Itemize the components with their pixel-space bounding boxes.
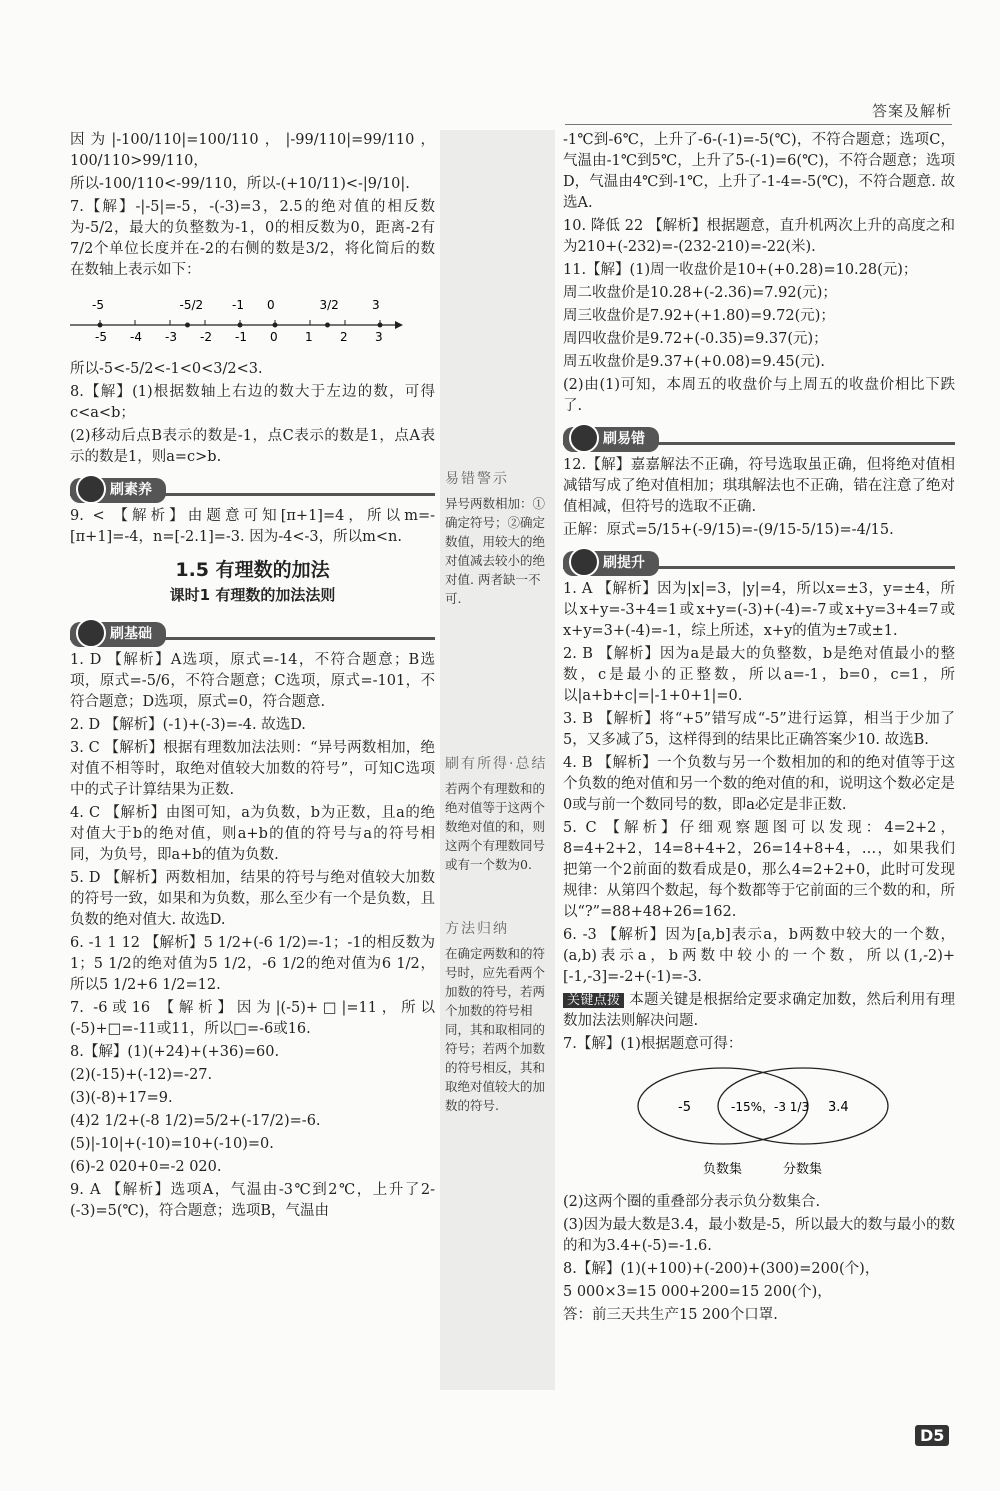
right-r0: -1℃到-6℃，上升了-6-(-1)=-5(℃)，不符合题意；选项C，气温由-1℃到5℃，上升了5-(-1)=6(℃)，不符合题意；选项D，气温由4℃到-1℃，上升了-1-4=-5(℃)，不符合题意. 故选A. (563, 132, 955, 211)
number-line (70, 285, 435, 355)
adv-q7b: (2)这两个圈的重叠部分表示负分数集合. (563, 1194, 821, 1210)
left-column (70, 130, 435, 1224)
left-q8: 8.【解】(1)根据数轴上右边的数大于左边的数，可得c<a<b； (70, 384, 435, 421)
number-line-ticks (92, 298, 383, 344)
venn-label-left: 负数集 (703, 1162, 743, 1177)
basic-q8e: (5)|-10|+(-10)=10+(-10)=0. (70, 1136, 274, 1152)
right-q11b: 周二收盘价是10.28+(-2.36)=7.92(元)； (563, 285, 837, 301)
section-label: 刷基础 (110, 626, 152, 642)
section-tisheng (563, 551, 659, 576)
right-column (563, 130, 955, 1328)
tick-label: 2 (340, 330, 348, 344)
section-icon (569, 547, 599, 577)
venn-right: 3.4 (828, 1100, 849, 1115)
point-mark (325, 323, 330, 328)
basic-q2: 2. D 【解析】(-1)+(-3)=-4. 故选D. (70, 717, 306, 733)
point-mark (238, 323, 243, 328)
adv-q4: 4. B 【解析】一个负数与另一个数相加的和的绝对值等于这个负数的绝对值和另一个数的绝对值的和，说明这个数必定是0或与前一个数同号的数，即a必定是非正数. (563, 755, 955, 813)
key-tag: 关键点拨 (563, 993, 624, 1008)
point-mark (273, 323, 278, 328)
left-p7b: 所以-5<-5/2<-1<0<3/2<3. (70, 361, 263, 377)
side-note-1 (445, 465, 553, 608)
section-icon (76, 618, 106, 648)
right-q11a: 11.【解】(1)周一收盘价是10+(+0.28)=10.28(元)； (563, 262, 918, 278)
tick-label: -4 (130, 330, 142, 344)
left-p8b: (2)移动后点B表示的数是-1，点C表示的数是1，点A表示的数是1，则a=c>b. (70, 428, 435, 465)
left-p0b: 所以-100/110<-99/110，所以-(+10/11)<-|9/10|. (70, 176, 410, 192)
right-q10: 10. 降低 22 【解析】根据题意，直升机两次上升的高度之和为210+(-232)=-(232-210)=-22(米). (563, 218, 955, 255)
right-q11e: 周五收盘价是9.37+(+0.08)=9.45(元). (563, 354, 826, 370)
adv-q6-key (563, 990, 955, 1032)
section-yicuo (563, 427, 659, 452)
adv-q5: 5. C 【解析】仔细观察题图可以发现：4=2+2，8=4+2+2，14=8+4+2，26=14+8+4，…，如果我们把第一个2前面的数看成是0，那么4=2+2+0，此时可发现规律：从第四个数起，每个数都等于它前面的三个数的和，所以“?”=88+48+26=162. (563, 820, 955, 920)
chapter-title: 1.5 有理数的加法 (175, 559, 330, 581)
point-label: -5/2 (179, 298, 204, 312)
section-icon (569, 423, 599, 453)
adv-q3: 3. B 【解析】将“+5”错写成“-5”进行运算，相当于少加了5，又多减了5，这样得到的结果比正确答案少10. 故选B. (563, 711, 955, 748)
tip-body: 若两个有理数和的绝对值等于这两个数绝对值的和，则这两个有理数同号或有一个数为0. (445, 781, 546, 872)
basic-q8a: 8.【解】(1)(+24)+(+36)=60. (70, 1044, 280, 1060)
right-q11f: (2)由(1)可知，本周五的收盘价与上周五的收盘价相比下跌了. (563, 377, 955, 414)
header-rule (565, 124, 952, 125)
basic-q1: 1. D 【解析】A选项，原式=-14，不符合题意；B选项，原式=-5/6，不符合题意；C选项，原式=-101，不符合题意；D选项，原式=0，符合题意. (70, 652, 435, 710)
adv-q8a: 8.【解】(1)(+100)+(-200)+(300)=200(个)， (563, 1261, 880, 1277)
basic-q8d: (4)2 1/2+(-8 1/2)=5/2+(-17/2)=-6. (70, 1113, 321, 1129)
point-mark (98, 323, 103, 328)
basic-q6: 6. -1 1 12 【解析】5 1/2+(-6 1/2)=-1；-1的相反数为1；5 1/2的绝对值为5 1/2，-6 1/2的绝对值为6 1/2，所以5 1/2+6 1/2=12. (70, 935, 435, 993)
tip-title: 方法归纳 (445, 921, 509, 937)
tick-label: -2 (200, 330, 212, 344)
page-number: D5 (915, 1425, 949, 1446)
tip-body: 异号两数相加：①确定符号；②确定数值，用较大的绝对值减去较小的绝对值. 两者缺一不可. (445, 496, 546, 606)
point-label: -1 (232, 298, 244, 312)
left-q7: 7.【解】-|-5|=-5，-(-3)=3，2.5的绝对值的相反数为-5/2，最大的负整数为-1，0的相反数为0，距离-2有7/2个单位长度并在-2的右侧的数是3/2，将化简后的数在数轴上表示如下： (70, 199, 435, 278)
point-mark (378, 323, 383, 328)
venn-diagram (633, 1061, 955, 1188)
tick-label: -5 (95, 330, 107, 344)
basic-q8f: (6)-2 020+0=-2 020. (70, 1159, 222, 1175)
right-q12: 12.【解】嘉嘉解法不正确，符号选取虽正确，但将绝对值相减错写成了绝对值相加；琪琪解法也不正确，错在注意了绝对值相减，但符号的选取不正确. (563, 457, 955, 515)
adv-q7c: (3)因为最大数是3.4，最小数是-5，所以最大的数与最小的数的和为3.4+(-5)=-1.6. (563, 1217, 955, 1254)
venn-mid: -15%，-3 1/3 (731, 1100, 810, 1114)
right-q12b: 正解：原式=5/15+(-9/15)=-(9/15-5/15)=-4/15. (563, 522, 894, 538)
tick-label: 3 (375, 330, 383, 344)
section-icon (76, 474, 106, 504)
tip-title: 易错警示 (445, 471, 509, 487)
tick-label: -3 (165, 330, 177, 344)
adv-q2: 2. B 【解析】因为a是最大的负整数，b是绝对值最小的整数，c是最小的正整数，所以a=-1，b=0，c=1，所以|a+b+c|=|-1+0+1|=0. (563, 646, 955, 704)
point-label: -5 (92, 298, 104, 312)
adv-q7: 7.【解】(1)根据题意可得： (563, 1036, 743, 1052)
adv-q8c: 答：前三天共生产15 200个口罩. (563, 1307, 778, 1323)
page-header: 答案及解析 (871, 102, 952, 120)
lesson-title: 课时1 有理数的加法法则 (169, 586, 336, 604)
basic-q5: 5. D 【解析】两数相加，结果的符号与绝对值较大加数的符号一致，如果和为负数，那么至少有一个是负数，且负数的绝对值大. 故选D. (70, 870, 435, 928)
right-q11d: 周四收盘价是9.72+(-0.35)=9.37(元)； (563, 331, 828, 347)
adv-q8b: 5 000×3=15 000+200=15 200(个)， (563, 1284, 832, 1300)
adv-q1: 1. A 【解析】因为|x|=3，|y|=4，所以x=±3，y=±4，所以x+y=-3+4=1或x+y=(-3)+(-4)=-7或x+y=3+4=7或x+y=3+(-4)=-1，综上所述，x+y的值为±7或±1. (563, 581, 955, 639)
point-label: 0 (267, 298, 275, 312)
tick-label: 1 (305, 330, 313, 344)
section-jichu (70, 622, 166, 647)
point-mark (185, 323, 190, 328)
left-q9: 9. < 【解析】由题意可知[π+1]=4，所以m=-[π+1]=-4，n=[-2.1]=-3. 因为-4<-3，所以m<n. (70, 508, 435, 545)
tip-title: 刷有所得·总结 (445, 756, 548, 772)
point-label: 3 (372, 298, 380, 312)
key-text: 本题关键是根据给定要求确定加数，然后利用有理数加法法则解决问题. (563, 992, 955, 1029)
adv-q6: 6. -3 【解析】因为[a,b]表示a，b两数中较大的一个数，(a,b)表示a，b两数中较小的一个数，所以(1,-2)+[-1,-3]=-2+(-1)=-3. (563, 927, 955, 985)
basic-q8c: (3)(-8)+17=9. (70, 1090, 173, 1106)
basic-q4: 4. C 【解析】由图可知，a为负数，b为正数，且a的绝对值大于b的绝对值，则a+b的值的符号与a的符号相同，为负号，即a+b的值为负数. (70, 805, 435, 863)
venn-label-right: 分数集 (783, 1162, 823, 1177)
section-suyang (70, 478, 166, 503)
side-note-2 (445, 750, 553, 874)
basic-q9: 9. A 【解析】选项A，气温由-3℃到2℃，上升了2-(-3)=5(℃)，符合题意；选项B，气温由 (70, 1182, 435, 1219)
section-label: 刷易错 (603, 431, 645, 447)
tick-label: -1 (235, 330, 247, 344)
left-p0a: 因为|-100/110|=100/110，|-99/110|=99/110，100/110>99/110， (70, 132, 435, 169)
tip-body: 在确定两数和的符号时，应先看两个加数的符号，若两个加数的符号相同，其和取相同的符号；若两个加数的符号相反，其和取绝对值较大的加数的符号. (445, 946, 546, 1113)
tick-label: 0 (270, 330, 278, 344)
right-q11c: 周三收盘价是7.92+(+1.80)=9.72(元)； (563, 308, 835, 324)
side-note-3 (445, 915, 553, 1115)
basic-q8b: (2)(-15)+(-12)=-27. (70, 1067, 213, 1083)
section-label: 刷提升 (603, 555, 645, 571)
basic-q3: 3. C 【解析】根据有理数加法法则：“异号两数相加，绝对值不相等时，取绝对值较大加数的符号”，可知C选项中的式子计算结果为正数. (70, 740, 435, 798)
point-label: 3/2 (319, 298, 339, 312)
section-label: 刷素养 (110, 482, 152, 498)
basic-q7: 7. -6或16 【解析】因为|(-5)+□|=11，所以(-5)+□=-11或11，所以□=-6或16. (70, 1000, 435, 1037)
venn-left: -5 (678, 1100, 691, 1115)
